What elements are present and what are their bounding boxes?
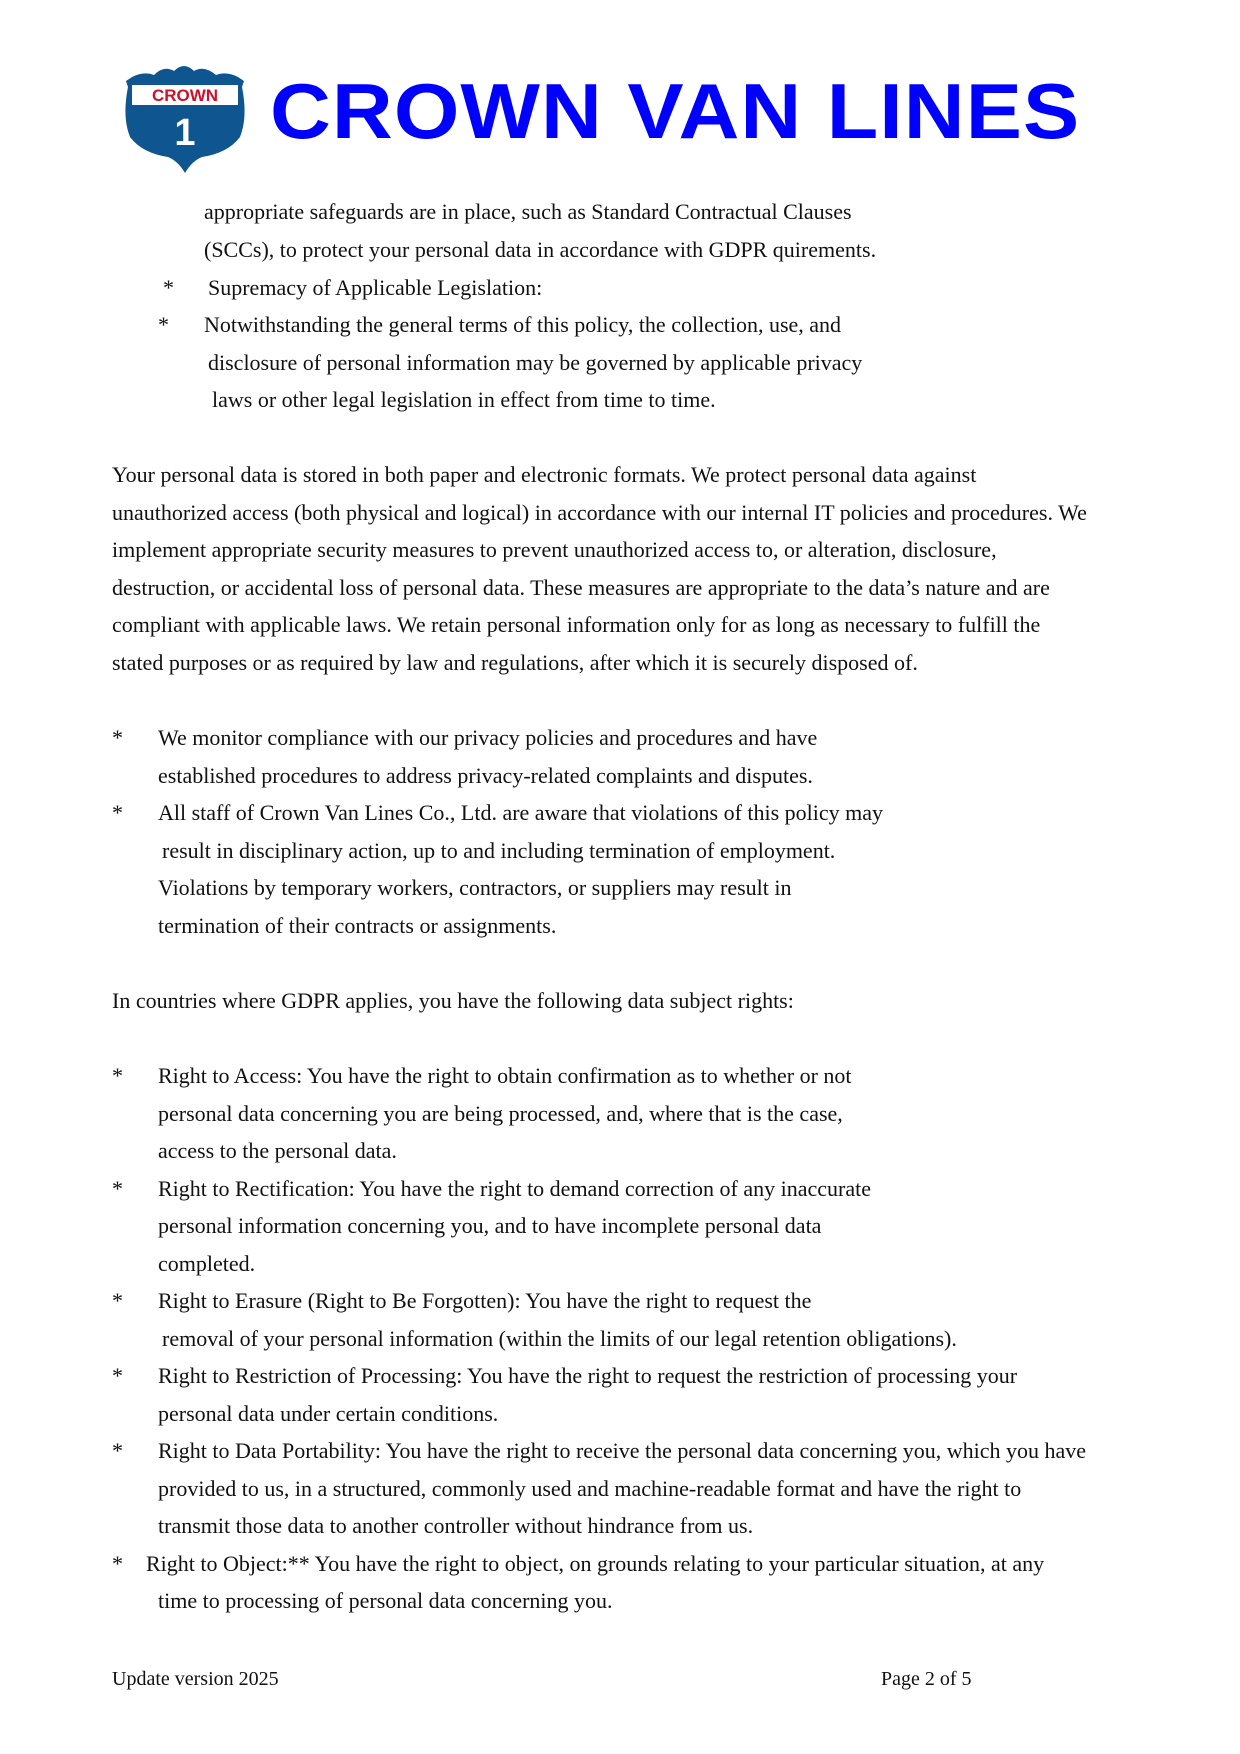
bullet-asterisk-icon: * [112, 1176, 123, 1201]
section-heading: Supremacy of Applicable Legislation: [208, 275, 543, 300]
bullet-asterisk-icon: * [112, 800, 123, 825]
right-rectification-line: completed. [158, 1251, 256, 1276]
bullet-asterisk-icon: * [112, 1363, 123, 1388]
right-erasure-line: Right to Erasure (Right to Be Forgotten): You have the right to request the [158, 1288, 812, 1313]
right-access-line: Right to Access: You have the right to obtain confirmation as to whether or not [158, 1063, 852, 1088]
right-rectification-line: Right to Rectification: You have the right to demand correction of any inaccurate [158, 1176, 871, 1201]
list-item-line: All staff of Crown Van Lines Co., Ltd. are aware that violations of this policy may [158, 800, 884, 825]
right-restriction-line: Right to Restriction of Processing: You have the right to request the restriction of processing your [158, 1363, 1018, 1388]
right-erasure-line: removal of your personal information (within the limits of our legal retention obligations). [162, 1326, 957, 1351]
brand-name: CROWN VAN LINES [270, 67, 1081, 155]
paragraph-line: unauthorized access (both physical and logical) in accordance with our internal IT policies and procedures. We [112, 500, 1087, 525]
rights-intro: In countries where GDPR applies, you have the following data subject rights: [112, 988, 794, 1013]
list-item-line: We monitor compliance with our privacy policies and procedures and have [158, 725, 818, 750]
list-item-line: termination of their contracts or assignments. [158, 913, 557, 938]
bullet-asterisk-icon: * [163, 275, 174, 300]
bullet-asterisk-icon: * [112, 1288, 123, 1313]
text-line: Notwithstanding the general terms of this policy, the collection, use, and [204, 312, 842, 337]
shield-number: 1 [174, 112, 196, 154]
right-access-line: personal data concerning you are being processed, and, where that is the case, [158, 1101, 843, 1126]
list-item-line: Violations by temporary workers, contractors, or suppliers may result in [158, 875, 792, 900]
right-object-line: Right to Object:** You have the right to object, on grounds relating to your particular situation, at any [146, 1551, 1045, 1576]
list-item-line: result in disciplinary action, up to and including termination of employment. [162, 838, 836, 863]
crown-shield-logo-icon [122, 57, 248, 175]
right-rectification-line: personal information concerning you, and to have incomplete personal data [158, 1213, 822, 1238]
text-line: appropriate safeguards are in place, such as Standard Contractual Clauses [204, 199, 852, 224]
text-line: laws or other legal legislation in effect from time to time. [212, 387, 716, 412]
bullet-asterisk-icon: * [158, 312, 169, 337]
right-access-line: access to the personal data. [158, 1138, 397, 1163]
right-portability-line: transmit those data to another controller without hindrance from us. [158, 1513, 754, 1538]
footer-version: Update version 2025 [112, 1668, 279, 1690]
shield-label: CROWN [151, 86, 219, 105]
right-restriction-line: personal data under certain conditions. [158, 1401, 499, 1426]
bullet-asterisk-icon: * [112, 1551, 123, 1576]
paragraph-line: Your personal data is stored in both paper and electronic formats. We protect personal data against [112, 462, 977, 487]
right-object-line: time to processing of personal data concerning you. [158, 1588, 613, 1613]
bullet-asterisk-icon: * [112, 1063, 123, 1088]
paragraph-line: compliant with applicable laws. We retain personal information only for as long as necessary to fulfill the [112, 612, 1041, 637]
footer-page-number: Page 2 of 5 [881, 1668, 972, 1690]
text-line: (SCCs), to protect your personal data in accordance with GDPR quirements. [204, 237, 877, 262]
bullet-asterisk-icon: * [112, 725, 123, 750]
bullet-asterisk-icon: * [112, 1438, 123, 1463]
paragraph-line: implement appropriate security measures to prevent unauthorized access to, or alteration, disclosure, [112, 537, 997, 562]
paragraph-line: destruction, or accidental loss of personal data. These measures are appropriate to the data’s nature and are [112, 575, 1050, 600]
paragraph-line: stated purposes or as required by law and regulations, after which it is securely disposed of. [112, 650, 918, 675]
text-line: disclosure of personal information may be governed by applicable privacy [208, 350, 863, 375]
right-portability-line: Right to Data Portability: You have the right to receive the personal data concerning you, which you have [158, 1438, 1087, 1463]
list-item-line: established procedures to address privacy-related complaints and disputes. [158, 763, 813, 788]
right-portability-line: provided to us, in a structured, commonly used and machine-readable format and have the right to [158, 1476, 1022, 1501]
